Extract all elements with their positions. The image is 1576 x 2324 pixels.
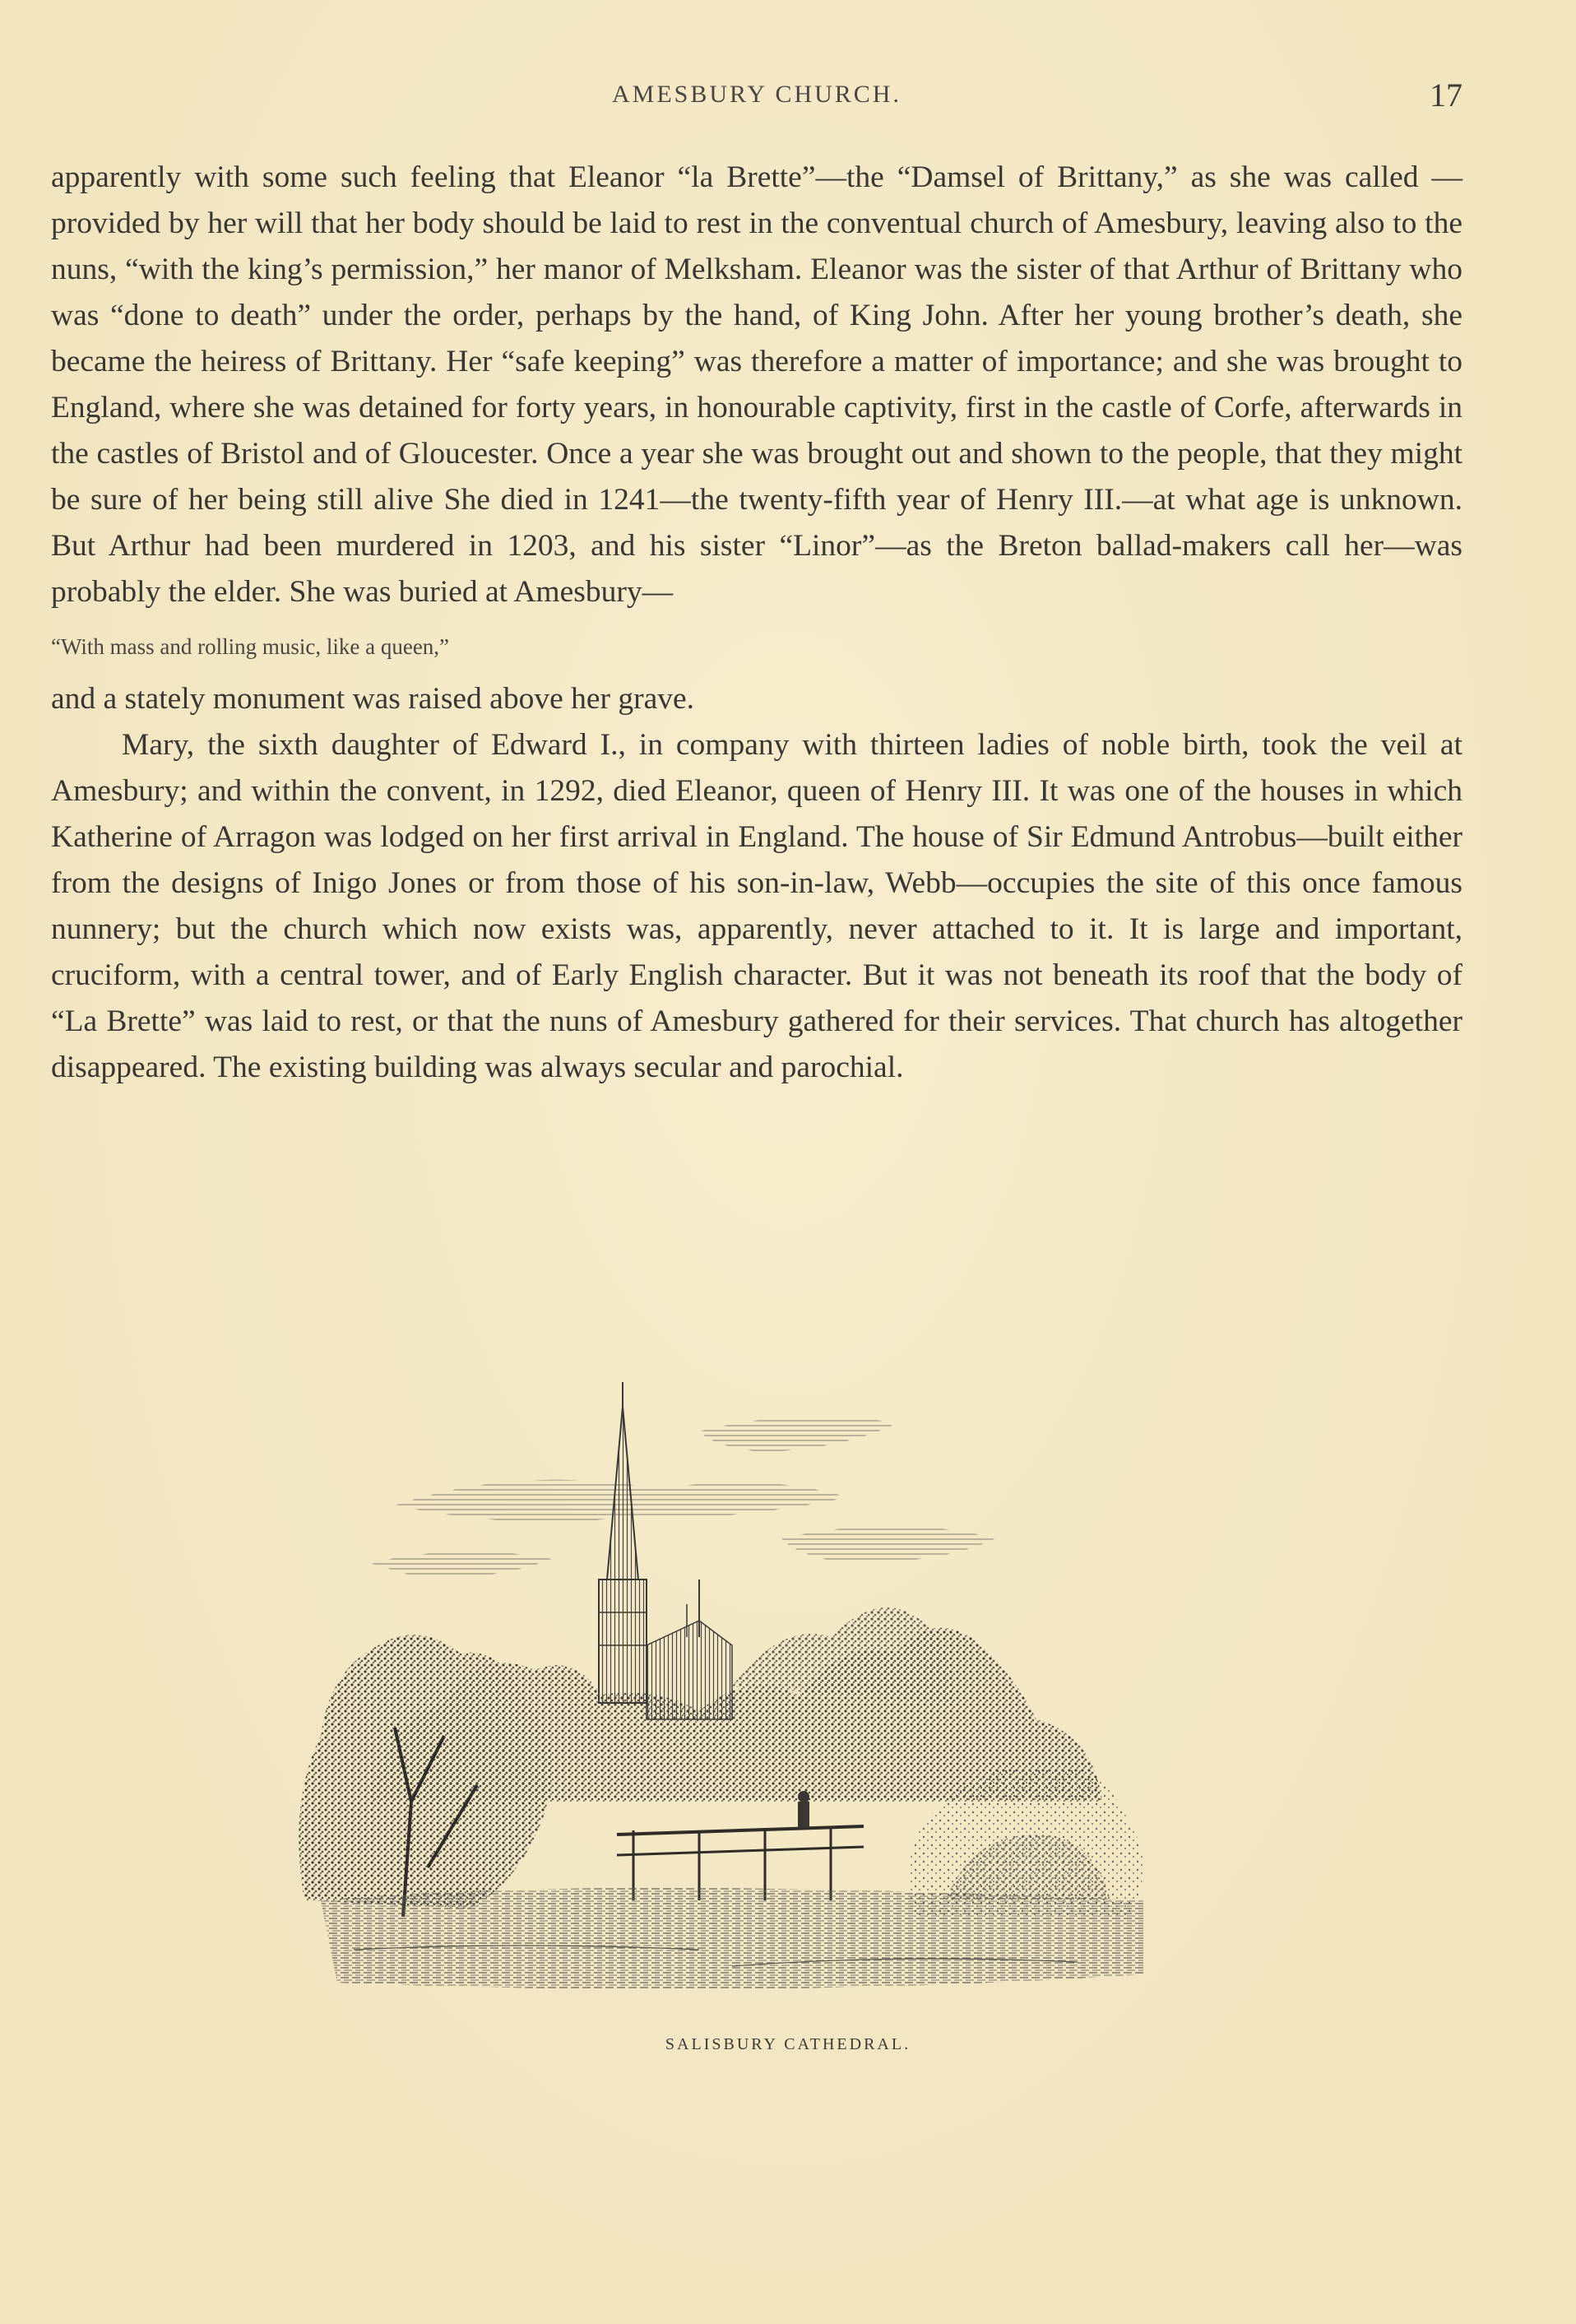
figure-caption: SALISBURY CATHEDRAL. bbox=[665, 2035, 911, 2053]
sky-clouds bbox=[370, 1417, 995, 1578]
river bbox=[321, 1888, 1143, 1989]
page-header bbox=[51, 76, 1462, 117]
paragraph: Mary, the sixth daughter of Edward I., in company with thirteen ladies of noble birth, took the veil at Amesbury; and within the convent, in 1292, died Eleanor, queen of Henry III. It was one of the houses in which Katherine of Arragon was lodged on her first arrival in England. The house of Sir Edmund Antrobus—built either from the designs of Inigo Jones or from those of his son-in-law, Webb—occupies the site of this once famous nunnery; but the church which now exists was, apparently, never attached to it. It is large and important, cruciform, with a central tower, and of Early English character. But it was not beneath its roof that the body of “La Brette” was laid to rest, or that the nuns of Amesbury gathered for their services. That church has altogether disappeared. The existing building was always secular and parochial. bbox=[51, 728, 1462, 1084]
salisbury-cathedral-engraving bbox=[271, 1374, 1209, 2032]
paragraph: apparently with some such feeling that Eleanor “la Brette”—the “Damsel of Brittany,” as she was called — provided by her will that her body should be laid to rest in the conventual church of Amesbury, leaving also to the nuns, “with the king’s permission,” her manor of Melksham. Eleanor was the sister of that Arthur of Brittany who was “done to death” under the order, perhaps by the hand, of King John. After her young brother’s death, she became the heiress of Brittany. Her “safe keeping” was therefore a matter of importance; and she was brought to England, where she was detained for forty years, in honourable captivity, first in the castle of Corfe, afterwards in the castles of Bristol and of Gloucester. Once a year she was brought out and shown to the people, that they might be sure of her being still alive She died in 1241—the twenty-fifth year of Henry III.—at what age is unknown. But Arthur had been murdered in 1203, and his sister “Linor”—as the Breton ballad-makers call her—was probably the elder. She was buried at Amesbury— bbox=[51, 160, 1462, 609]
verse-quote: “With mass and rolling music, like a queen,” bbox=[51, 634, 450, 659]
page-number: 17 bbox=[1430, 77, 1462, 114]
running-head: AMESBURY CHURCH. bbox=[612, 81, 902, 108]
footbridge bbox=[617, 1791, 864, 1900]
engraving-illustration bbox=[271, 1374, 1209, 2048]
paragraph: and a stately monument was raised above her grave. bbox=[51, 682, 695, 716]
body-text bbox=[51, 155, 1462, 1091]
